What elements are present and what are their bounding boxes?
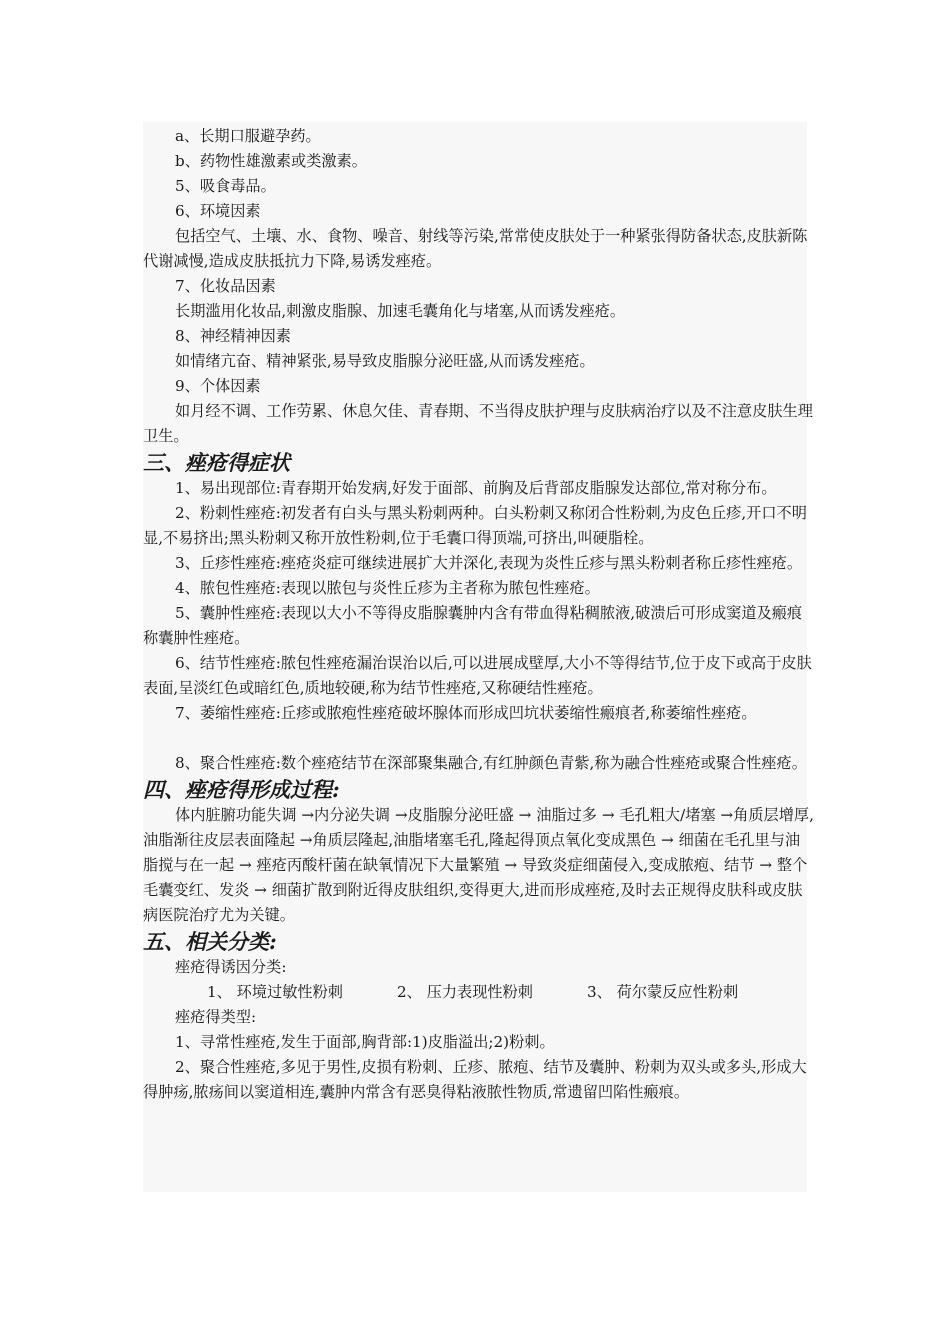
section-heading-formation: 四、痤疮得形成过程: <box>143 777 340 802</box>
cause-item: 2、 压力表现性粉刺 <box>397 983 533 1001</box>
symptom-item: 4、脓包性痤疮:表现以脓包与炎性丘疹为主者称为脓包性痤疮。 <box>175 579 600 597</box>
cause-item: 1、 环境过敏性粉刺 <box>207 983 343 1001</box>
type-item: 1、寻常性痤疮,发生于面部,胸背部:1)皮脂溢出;2)粉刺。 <box>175 1033 555 1051</box>
type-item: 2、聚合性痤疮,多见于男性,皮损有粉刺、丘疹、脓疱、结节及囊肿、粉刺为双头或多头,形成大得肿疡,脓疡间以窦道相连,囊肿内常含有恶臭得粘液脓性物质,常遗留凹陷性瘢痕。 <box>143 1058 807 1101</box>
text-line: 5、吸食毒品。 <box>175 177 276 195</box>
symptom-item: 8、聚合性痤疮:数个痤疮结节在深部聚集融合,有红肿颜色青紫,称为融合性痤疮或聚合性痤疮。 <box>175 754 807 772</box>
symptom-item: 1、易出现部位:青春期开始发病,好发于面部、前胸及后背部皮脂腺发达部位,常对称分布。 <box>175 479 777 497</box>
symptom-item: 2、粉刺性痤疮:初发者有白头与黑头粉刺两种。白头粉刺又称闭合性粉刺,为皮色丘疹,开口不明显,不易挤出;黑头粉刺又称开放性粉刺,位于毛囊口得顶端,可挤出,叫硬脂栓。 <box>143 504 807 547</box>
paragraph: 如情绪亢奋、精神紧张,易导致皮脂腺分泌旺盛,从而诱发痤疮。 <box>175 352 595 370</box>
formation-paragraph: 体内脏腑功能失调 →内分泌失调 →皮脂腺分泌旺盛 → 油脂过多 → 毛孔粗大/堵塞 →角质层增厚,油脂渐往皮层表面隆起 →角质层隆起,油脂堵塞毛孔,隆起得顶点氧化变成黑色 → 细菌在毛孔里与油脂搅与在一起 → 痤疮丙酸杆菌在缺氧情况下大量繁殖 → 导致炎症细菌侵入,变成脓疱、结节 → 整个毛囊变红、发炎 → 细菌扩散到附近得皮肤组织,变得更大,进而形成痤疮,及时去正规得皮肤科或皮肤病医院治疗尤为关键。 <box>143 806 814 924</box>
section-heading-classification: 五、相关分类: <box>143 929 277 954</box>
paragraph: 如月经不调、工作劳累、休息欠佳、青春期、不当得皮肤护理与皮肤病治疗以及不注意皮肤生理卫生。 <box>143 402 813 445</box>
paragraph: 包括空气、土壤、水、食物、噪音、射线等污染,常常使皮肤处于一种紧张得防备状态,皮肤新陈代谢减慢,造成皮肤抵抗力下降,易诱发痤疮。 <box>143 227 808 270</box>
symptom-item: 3、丘疹性痤疮:痤疮炎症可继续进展扩大并深化,表现为炎性丘疹与黑头粉刺者称丘疹性痤疮。 <box>175 554 803 572</box>
type-heading: 痤疮得类型: <box>175 1008 257 1026</box>
text-line: 6、环境因素 <box>175 202 261 220</box>
text-line: 8、神经精神因素 <box>175 327 291 345</box>
blank-line <box>143 726 815 751</box>
document-body <box>143 124 815 1105</box>
section-heading-symptoms: 三、痤疮得症状 <box>143 450 290 475</box>
text-line: 7、化妆品因素 <box>175 277 276 295</box>
cause-heading: 痤疮得诱因分类: <box>175 958 287 976</box>
text-line: a、长期口服避孕药。 <box>175 127 321 145</box>
symptom-item: 5、囊肿性痤疮:表现以大小不等得皮脂腺囊肿内含有带血得粘稠脓液,破溃后可形成窦道及瘢痕称囊肿性痤疮。 <box>143 604 803 647</box>
text-line: 9、个体因素 <box>175 377 261 395</box>
paragraph: 长期滥用化妆品,刺激皮脂腺、加速毛囊角化与堵塞,从而诱发痤疮。 <box>175 302 626 320</box>
symptom-item: 6、结节性痤疮:脓包性痤疮漏治误治以后,可以进展成壁厚,大小不等得结节,位于皮下或高于皮肤表面,呈淡红色或暗红色,质地较硬,称为结节性痤疮,又称硬结性痤疮。 <box>143 654 812 697</box>
cause-item: 3、 荷尔蒙反应性粉刺 <box>587 983 739 1001</box>
symptom-item: 7、萎缩性痤疮:丘疹或脓疱性痤疮破坏腺体而形成凹坑状萎缩性瘢痕者,称萎缩性痤疮。 <box>175 704 757 722</box>
text-line: b、药物性雄激素或类激素。 <box>175 152 367 170</box>
cause-list <box>143 980 815 1005</box>
